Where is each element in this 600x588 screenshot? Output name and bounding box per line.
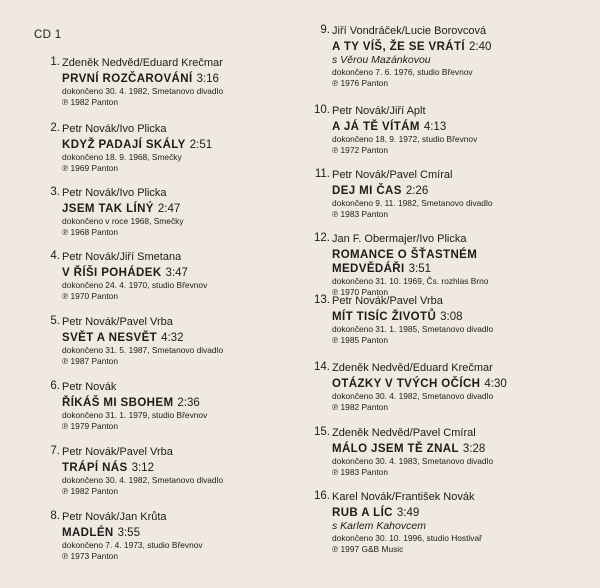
track-duration: 4:30 — [484, 378, 507, 390]
track-recording-info: dokončeno 30. 4. 1982, Smetanovo divadlo — [62, 475, 224, 485]
track-recording-info: dokončeno 18. 9. 1972, studio Břevnov — [332, 134, 478, 144]
track-recording-info: dokončeno 7. 6. 1976, studio Břevnov — [332, 67, 473, 77]
track-authors: Zdeněk Nedvěd/Eduard Krečmar — [62, 57, 223, 69]
track-details — [62, 510, 306, 562]
track-authors: Petr Novák/Pavel Vrba — [62, 316, 173, 328]
track-publisher: ℗ 1983 Panton — [332, 209, 388, 219]
track-duration: 4:13 — [423, 121, 447, 133]
track-number: 9. — [320, 24, 330, 36]
track-publisher: ℗ 1983 Panton — [332, 467, 388, 477]
track-details — [62, 186, 306, 238]
track-authors: Petr Novák/Ivo Plicka — [62, 123, 167, 135]
track-duration: 2:51 — [189, 139, 213, 151]
track-duration: 2:47 — [157, 203, 181, 215]
track-title-line — [332, 248, 600, 276]
track-number: 16. — [314, 490, 330, 502]
track-details — [332, 490, 600, 555]
track-publisher: ℗ 1972 Panton — [332, 145, 388, 155]
track-details — [62, 315, 306, 367]
track-title: MADLÉN — [62, 527, 114, 539]
track-title-line — [62, 72, 306, 86]
track-details — [332, 232, 600, 298]
track-number: 14. — [314, 361, 330, 373]
track-recording-info: dokončeno 24. 4. 1970, studio Břevnov — [62, 280, 208, 290]
track-title: KDYŽ PADAJÍ SKÁLY — [62, 139, 186, 151]
track-publisher: ℗ 1985 Panton — [332, 335, 388, 345]
track-recording-info: dokončeno v roce 1968, Smečky — [62, 216, 184, 226]
track-publisher: ℗ 1976 Panton — [332, 78, 388, 88]
track-number: 13. — [314, 294, 330, 306]
track-duration: 3:47 — [165, 267, 188, 279]
track-duration: 3:16 — [196, 73, 219, 85]
track-title: JSEM TAK LÍNÝ — [62, 203, 154, 215]
track-number: 15. — [314, 426, 330, 438]
track-number: 6. — [50, 380, 60, 392]
track-duration: 3:12 — [131, 462, 154, 474]
track-title: A JÁ TĚ VÍTÁM — [332, 121, 420, 133]
track-authors: Jiří Vondráček/Lucie Borovcová — [332, 25, 487, 37]
track-number: 10. — [314, 104, 330, 116]
track-title: TRÁPÍ NÁS — [62, 462, 128, 474]
track-title: MÍT TISÍC ŽIVOTŮ — [332, 311, 437, 323]
track-duration: 3:49 — [396, 507, 420, 519]
track-details — [332, 294, 600, 346]
track-title-line — [62, 396, 306, 410]
track-duration: 2:26 — [405, 185, 429, 197]
track-authors: Jan F. Obermajer/Ivo Plicka — [332, 233, 467, 245]
track-publisher: ℗ 1970 Panton — [332, 287, 388, 297]
track-publisher: ℗ 1973 Panton — [62, 551, 118, 561]
track-authors: Petr Novák — [62, 381, 117, 393]
track-recording-info: dokončeno 30. 4. 1982, Smetanovo divadlo — [62, 86, 224, 96]
track-title: RUB A LÍC — [332, 507, 393, 519]
track-title: DEJ MI ČAS — [332, 185, 402, 197]
track-recording-info: dokončeno 18. 9. 1968, Smečky — [62, 152, 182, 162]
track-title-line — [62, 526, 306, 540]
track-number: 2. — [50, 122, 60, 134]
track-recording-info: dokončeno 31. 10. 1969, Čs. rozhlas Brno — [332, 276, 489, 286]
track-title: A TY VÍŠ, ŽE SE VRÁTÍ — [332, 41, 466, 53]
track-details — [332, 168, 600, 220]
track-recording-info: dokončeno 31. 1. 1985, Smetanovo divadlo — [332, 324, 494, 334]
track-title: MÁLO JSEM TĚ ZNAL — [332, 443, 459, 455]
track-title: OTÁZKY V TVÝCH OČÍCH — [332, 378, 481, 390]
track-title-line — [332, 120, 600, 134]
track-publisher: ℗ 1982 Panton — [332, 402, 388, 412]
track-title-line — [62, 331, 306, 345]
track-recording-info: dokončeno 30. 4. 1982, Smetanovo divadlo — [332, 391, 494, 401]
track-publisher: ℗ 1970 Panton — [62, 291, 118, 301]
track-duration: 3:51 — [408, 263, 431, 275]
track-duration: 3:28 — [462, 443, 486, 455]
track-publisher: ℗ 1969 Panton — [62, 163, 118, 173]
track-authors: Zdeněk Nedvěd/Eduard Krečmar — [332, 362, 493, 374]
track-recording-info: dokončeno 31. 1. 1979, studio Břevnov — [62, 410, 208, 420]
track-title: V ŘÍŠI POHÁDEK — [62, 267, 162, 279]
track-guest: s Věrou Mazánkovou — [332, 54, 431, 66]
track-duration: 3:55 — [117, 527, 140, 539]
track-title-line — [332, 377, 600, 391]
track-title: PRVNÍ ROZČAROVÁNÍ — [62, 73, 193, 85]
track-publisher: ℗ 1982 Panton — [62, 97, 118, 107]
track-title-line — [332, 506, 600, 520]
track-publisher: ℗ 1987 Panton — [62, 356, 118, 366]
track-number: 1. — [50, 56, 60, 68]
track-number: 4. — [50, 250, 60, 262]
track-title: MEDVĚDÁŘI — [332, 263, 405, 275]
track-title: ROMANCE O ŠŤASTNÉM — [332, 249, 478, 261]
track-recording-info: dokončeno 30. 4. 1983, Smetanovo divadlo — [332, 456, 494, 466]
track-title-line — [332, 184, 600, 198]
track-recording-info: dokončeno 30. 10. 1996, studio Hostivař — [332, 533, 482, 543]
track-title-line — [332, 310, 600, 324]
track-details — [332, 361, 600, 413]
track-authors: Petr Novák/Pavel Cmíral — [332, 169, 453, 181]
track-title-line — [332, 40, 600, 54]
track-publisher: ℗ 1968 Panton — [62, 227, 118, 237]
track-authors: Petr Novák/Jiří Smetana — [62, 251, 182, 263]
track-number: 5. — [50, 315, 60, 327]
track-publisher: ℗ 1982 Panton — [62, 486, 118, 496]
track-title-line — [62, 138, 306, 152]
track-authors: Petr Novák/Ivo Plicka — [62, 187, 167, 199]
track-number: 8. — [50, 510, 60, 522]
track-title: ŘÍKÁŠ MI SBOHEM — [62, 397, 174, 409]
track-authors: Karel Novák/František Novák — [332, 491, 475, 503]
track-guest: s Karlem Kahovcem — [332, 520, 426, 532]
track-details — [62, 445, 306, 497]
track-recording-info: dokončeno 31. 5. 1987, Smetanovo divadlo — [62, 345, 224, 355]
track-duration: 3:08 — [440, 311, 463, 323]
cd-label: CD 1 — [34, 29, 62, 41]
track-details — [332, 104, 600, 156]
track-authors: Zdeněk Nedvěd/Pavel Cmíral — [332, 427, 476, 439]
track-publisher: ℗ 1997 G&B Music — [332, 544, 404, 554]
track-details — [62, 250, 306, 302]
track-title-line — [62, 461, 306, 475]
track-details — [332, 24, 600, 89]
track-publisher: ℗ 1979 Panton — [62, 421, 118, 431]
track-title: SVĚT A NESVĚT — [62, 332, 158, 344]
track-duration: 4:32 — [161, 332, 184, 344]
track-authors: Petr Novák/Pavel Vrba — [62, 446, 173, 458]
track-recording-info: dokončeno 9. 11. 1982, Smetanovo divadlo — [332, 198, 493, 208]
track-duration: 2:40 — [469, 41, 492, 53]
track-duration: 2:36 — [177, 397, 200, 409]
track-number: 12. — [314, 232, 330, 244]
track-title-line — [62, 202, 306, 216]
track-title-line — [62, 266, 306, 280]
track-title-line — [332, 442, 600, 456]
track-details — [62, 56, 306, 108]
track-number: 3. — [50, 186, 60, 198]
track-details — [62, 380, 306, 432]
track-recording-info: dokončeno 7. 4. 1973, studio Břevnov — [62, 540, 203, 550]
track-authors: Petr Novák/Jan Krůta — [62, 511, 167, 523]
track-authors: Petr Novák/Pavel Vrba — [332, 295, 443, 307]
track-number: 11. — [314, 168, 330, 180]
track-number: 7. — [50, 445, 60, 457]
track-authors: Petr Novák/Jiří Aplt — [332, 105, 426, 117]
track-details — [332, 426, 600, 478]
track-details — [62, 122, 306, 174]
